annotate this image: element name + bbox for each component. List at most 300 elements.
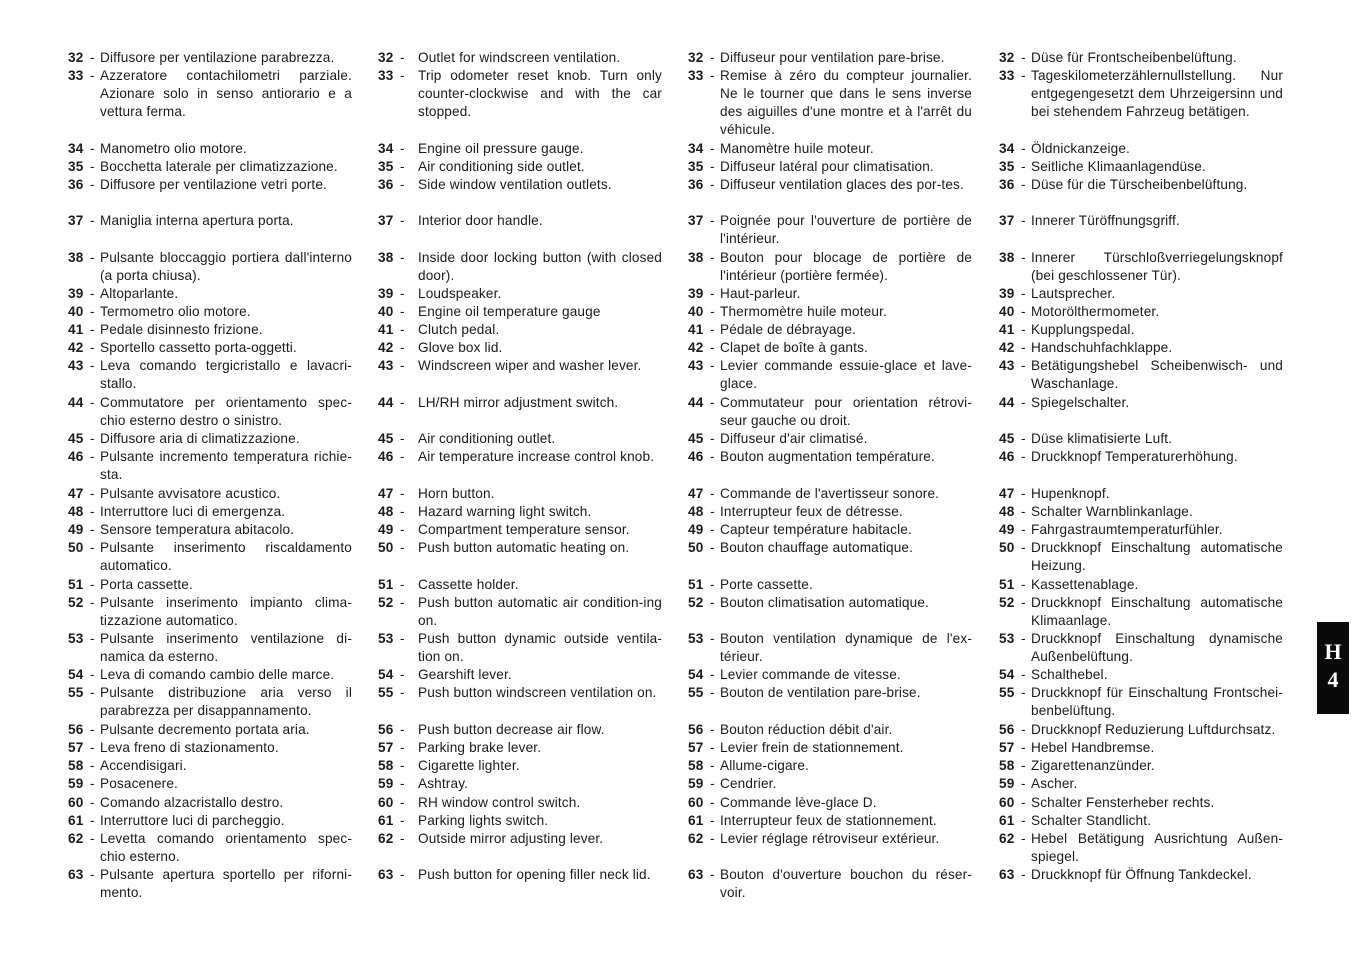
legend-entry-59: 59 - Posacenere. <box>68 775 352 793</box>
entry-text: Air conditioning side outlet. <box>418 159 585 174</box>
legend-entry-39: 39 - Lautsprecher. <box>999 285 1283 303</box>
legend-entry-48: 48 - Interruttore luci di emergenza. <box>68 503 352 521</box>
legend-entry-63: 63 - Bouton d'ouverture bouchon du réser-voir. <box>688 866 972 902</box>
entry-number: 39 <box>68 286 84 301</box>
entry-number: 32 <box>378 50 394 65</box>
entry-text: Pulsante inserimento riscaldamento automatico. <box>100 540 352 574</box>
entry-number: 54 <box>999 667 1015 682</box>
entry-number: 45 <box>999 431 1015 446</box>
entry-number: 55 <box>68 685 84 700</box>
entry-number: 34 <box>999 141 1015 156</box>
legend-entry-33: 33 - Tageskilometerzählernullstellung. Nur entgegengesetzt dem Uhrzeigersinn und bei stehendem Fahrzeug betätigen. <box>999 67 1283 121</box>
legend-entry-33: 33 - Azzeratore contachilometri parziale. Azionare solo in senso antiorario e a vettura ferma. <box>68 67 352 121</box>
entry-text: Comando alzacristallo destro. <box>100 795 284 810</box>
entry-text: Öldnickanzeige. <box>1031 141 1130 156</box>
entry-number: 51 <box>378 577 394 592</box>
legend-entry-57: 57 - Parking brake lever. <box>378 739 662 757</box>
entry-number: 41 <box>688 322 704 337</box>
legend-entry-38: 38 - Innerer Türschloßverriegelungsknopf (bei geschlossener Tür). <box>999 249 1283 285</box>
entry-text: Horn button. <box>418 486 495 501</box>
entry-text: Pulsante inserimento ventilazione di-namica da esterno. <box>100 631 352 665</box>
legend-entry-49: 49 - Sensore temperatura abitacolo. <box>68 521 352 539</box>
entry-number: 63 <box>999 867 1015 882</box>
entry-number: 35 <box>68 159 84 174</box>
legend-entry-61: 61 - Schalter Standlicht. <box>999 812 1283 830</box>
legend-entry-45: 45 - Düse klimatisierte Luft. <box>999 430 1283 448</box>
entry-number: 47 <box>68 486 84 501</box>
legend-entry-63: 63 - Pulsante apertura sportello per riforni-mento. <box>68 866 352 902</box>
legend-entry-52: 52 - Bouton climatisation automatique. <box>688 594 972 612</box>
legend-entry-37: 37 - Interior door handle. <box>378 212 662 230</box>
legend-entry-55: 55 - Druckknopf für Einschaltung Frontschei-benbelüftung. <box>999 684 1283 720</box>
legend-entry-51: 51 - Porte cassette. <box>688 576 972 594</box>
entry-text: Diffuseur ventilation glaces des por-tes. <box>720 177 964 192</box>
entry-text: Bouton pour blocage de portière de l'intérieur (portière fermée). <box>720 250 972 284</box>
legend-entry-51: 51 - Kassettenablage. <box>999 576 1283 594</box>
entry-text: Porte cassette. <box>720 577 813 592</box>
entry-text: Levetta comando orientamento spec-chio esterno. <box>100 831 352 865</box>
entry-number: 63 <box>68 867 84 882</box>
entry-text: Druckknopf Temperaturerhöhung. <box>1031 449 1238 464</box>
legend-entry-47: 47 - Horn button. <box>378 485 662 503</box>
entry-text: Push button decrease air flow. <box>418 722 605 737</box>
entry-number: 53 <box>378 631 394 646</box>
entry-number: 57 <box>999 740 1015 755</box>
legend-entry-35: 35 - Air conditioning side outlet. <box>378 158 662 176</box>
entry-number: 46 <box>68 449 84 464</box>
entry-number: 33 <box>378 68 394 83</box>
entry-number: 33 <box>999 68 1015 83</box>
entry-number: 43 <box>68 358 84 373</box>
legend-entry-60: 60 - RH window control switch. <box>378 794 662 812</box>
entry-number: 44 <box>68 395 84 410</box>
entry-text: Trip odometer reset knob. Turn only counter-clockwise and with the car stopped. <box>418 68 662 120</box>
legend-entry-45: 45 - Diffusore aria di climatizzazione. <box>68 430 352 448</box>
legend-entry-48: 48 - Schalter Warnblinkanlage. <box>999 503 1283 521</box>
legend-entry-56: 56 - Push button decrease air flow. <box>378 721 662 739</box>
legend-entry-36: 36 - Diffuseur ventilation glaces des por-tes. <box>688 176 972 194</box>
entry-number: 58 <box>378 758 394 773</box>
entry-number: 57 <box>688 740 704 755</box>
legend-entry-52: 52 - Druckknopf Einschaltung automatische Klimaanlage. <box>999 594 1283 630</box>
legend-entry-62: 62 - Levier réglage rétroviseur extérieur. <box>688 830 972 848</box>
entry-number: 43 <box>688 358 704 373</box>
legend-entry-35: 35 - Seitliche Klimaanlagendüse. <box>999 158 1283 176</box>
legend-entry-49: 49 - Fahrgastraumtemperaturfühler. <box>999 521 1283 539</box>
entry-number: 55 <box>378 685 394 700</box>
entry-text: Bouton augmentation température. <box>720 449 935 464</box>
entry-number: 47 <box>378 486 394 501</box>
entry-number: 38 <box>68 250 84 265</box>
entry-text: Fahrgastraumtemperaturfühler. <box>1031 522 1223 537</box>
entry-text: Betätigungshebel Scheibenwisch- und Waschanlage. <box>1031 358 1283 392</box>
entry-number: 42 <box>378 340 394 355</box>
entry-text: Interruttore luci di emergenza. <box>100 504 286 519</box>
entry-text: Windscreen wiper and washer lever. <box>418 358 642 373</box>
legend-entry-46: 46 - Pulsante incremento temperatura richie-sta. <box>68 448 352 484</box>
entry-number: 58 <box>68 758 84 773</box>
entry-number: 52 <box>378 595 394 610</box>
legend-entry-58: 58 - Accendisigari. <box>68 757 352 775</box>
legend-entry-41: 41 - Pédale de débrayage. <box>688 321 972 339</box>
entry-text: Düse für Frontscheibenbelüftung. <box>1031 50 1237 65</box>
legend-entry-52: 52 - Push button automatic air condition-ing on. <box>378 594 662 630</box>
entry-number: 33 <box>68 68 84 83</box>
entry-number: 56 <box>378 722 394 737</box>
entry-text: Schalter Warnblinkanlage. <box>1031 504 1193 519</box>
entry-number: 35 <box>688 159 704 174</box>
entry-number: 37 <box>999 213 1015 228</box>
entry-text: Outside mirror adjusting lever. <box>418 831 604 846</box>
entry-number: 46 <box>378 449 394 464</box>
entry-text: Schalter Standlicht. <box>1031 813 1152 828</box>
entry-text: Posacenere. <box>100 776 178 791</box>
entry-number: 36 <box>999 177 1015 192</box>
entry-text: Bouton climatisation automatique. <box>720 595 929 610</box>
entry-text: Interruttore luci di parcheggio. <box>100 813 285 828</box>
entry-number: 35 <box>999 159 1015 174</box>
entry-number: 40 <box>688 304 704 319</box>
entry-text: Compartment temperature sensor. <box>418 522 630 537</box>
entry-text: Engine oil temperature gauge <box>418 304 601 319</box>
entry-number: 39 <box>999 286 1015 301</box>
entry-number: 42 <box>999 340 1015 355</box>
entry-number: 32 <box>688 50 704 65</box>
entry-text: Pulsante inserimento impianto clima-tizzazione automatico. <box>100 595 352 629</box>
entry-number: 49 <box>688 522 704 537</box>
entry-text: Schalter Fensterheber rechts. <box>1031 795 1215 810</box>
entry-text: Porta cassette. <box>100 577 193 592</box>
legend-entry-45: 45 - Diffuseur d'air climatisé. <box>688 430 972 448</box>
entry-text: Commande lève-glace D. <box>720 795 877 810</box>
entry-number: 38 <box>378 250 394 265</box>
legend-entry-52: 52 - Pulsante inserimento impianto clima-tizzazione automatico. <box>68 594 352 630</box>
entry-text: Hupenknopf. <box>1031 486 1110 501</box>
entry-number: 35 <box>378 159 394 174</box>
entry-number: 49 <box>378 522 394 537</box>
entry-text: Diffusore per ventilazione vetri porte. <box>100 177 327 192</box>
entry-text: Parking lights switch. <box>418 813 549 828</box>
entry-text: Schalthebel. <box>1031 667 1108 682</box>
entry-text: Remise à zéro du compteur journalier. Ne le tourner que dans le sens inverse des aiguilles d'une montre et à l'arrêt du véhicule. <box>720 68 972 138</box>
entry-text: Thermomètre huile moteur. <box>720 304 887 319</box>
legend-entry-37: 37 - Innerer Türöffnungsgriff. <box>999 212 1283 230</box>
legend-entry-44: 44 - Spiegelschalter. <box>999 394 1283 412</box>
entry-text: Cassette holder. <box>418 577 519 592</box>
entry-number: 49 <box>68 522 84 537</box>
legend-entry-57: 57 - Hebel Handbremse. <box>999 739 1283 757</box>
entry-text: Gearshift lever. <box>418 667 512 682</box>
entry-number: 63 <box>378 867 394 882</box>
entry-text: Commutateur pour orientation rétrovi-seur gauche ou droit. <box>720 395 972 429</box>
legend-entry-40: 40 - Motorölthermometer. <box>999 303 1283 321</box>
legend-entry-50: 50 - Bouton chauffage automatique. <box>688 539 972 557</box>
entry-number: 48 <box>688 504 704 519</box>
legend-entry-41: 41 - Clutch pedal. <box>378 321 662 339</box>
entry-number: 34 <box>378 141 394 156</box>
entry-number: 56 <box>688 722 704 737</box>
entry-text: Haut-parleur. <box>720 286 801 301</box>
entry-text: Pulsante apertura sportello per riforni-mento. <box>100 867 352 901</box>
entry-text: Sportello cassetto porta-oggetti. <box>100 340 297 355</box>
legend-entry-51: 51 - Cassette holder. <box>378 576 662 594</box>
legend-entry-46: 46 - Air temperature increase control knob. <box>378 448 662 466</box>
entry-number: 50 <box>68 540 84 555</box>
entry-text: Bouton chauffage automatique. <box>720 540 914 555</box>
entry-text: Pulsante avvisatore acustico. <box>100 486 281 501</box>
entry-number: 61 <box>688 813 704 828</box>
entry-number: 32 <box>68 50 84 65</box>
legend-entry-48: 48 - Hazard warning light switch. <box>378 503 662 521</box>
legend-entry-37: 37 - Poignée pour l'ouverture de portière de l'intérieur. <box>688 212 972 248</box>
legend-entry-33: 33 - Remise à zéro du compteur journalier. Ne le tourner que dans le sens inverse des aiguilles d'une montre et à l'arrêt du véhicule. <box>688 67 972 139</box>
entry-text: Diffuseur latéral pour climatisation. <box>720 159 934 174</box>
entry-text: Azzeratore contachilometri parziale. Azionare solo in senso antiorario e a vettura ferma. <box>100 68 352 120</box>
legend-entry-36: 36 - Diffusore per ventilazione vetri porte. <box>68 176 352 194</box>
entry-text: Motorölthermometer. <box>1031 304 1160 319</box>
entry-text: Levier commande de vitesse. <box>720 667 901 682</box>
entry-number: 59 <box>68 776 84 791</box>
entry-text: Interrupteur feux de stationnement. <box>720 813 937 828</box>
entry-number: 62 <box>378 831 394 846</box>
entry-number: 33 <box>688 68 704 83</box>
legend-entry-47: 47 - Pulsante avvisatore acustico. <box>68 485 352 503</box>
entry-number: 58 <box>688 758 704 773</box>
entry-text: Sensore temperatura abitacolo. <box>100 522 295 537</box>
legend-entry-33: 33 - Trip odometer reset knob. Turn only counter-clockwise and with the car stopped. <box>378 67 662 121</box>
legend-entry-54: 54 - Levier commande de vitesse. <box>688 666 972 684</box>
legend-entry-35: 35 - Bocchetta laterale per climatizzazione. <box>68 158 352 176</box>
entry-text: Push button for opening filler neck lid. <box>418 867 651 882</box>
entry-number: 41 <box>378 322 394 337</box>
legend-entry-63: 63 - Druckknopf für Öffnung Tankdeckel. <box>999 866 1283 884</box>
entry-number: 37 <box>378 213 394 228</box>
entry-number: 46 <box>999 449 1015 464</box>
entry-text: Air temperature increase control knob. <box>418 449 655 464</box>
entry-number: 40 <box>68 304 84 319</box>
entry-number: 48 <box>68 504 84 519</box>
entry-text: Push button automatic heating on. <box>418 540 630 555</box>
section-tab <box>1317 622 1349 714</box>
legend-entry-56: 56 - Bouton réduction débit d'air. <box>688 721 972 739</box>
entry-number: 57 <box>378 740 394 755</box>
legend-entry-43: 43 - Leva comando tergicristallo e lavacri-stallo. <box>68 357 352 393</box>
entry-number: 56 <box>68 722 84 737</box>
legend-entry-59: 59 - Ashtray. <box>378 775 662 793</box>
entry-text: Allume-cigare. <box>720 758 809 773</box>
entry-text: Hazard warning light switch. <box>418 504 592 519</box>
entry-text: Clapet de boîte à gants. <box>720 340 868 355</box>
entry-text: Pulsante bloccaggio portiera dall'interno (a porta chiusa). <box>100 250 352 284</box>
entry-number: 62 <box>999 831 1015 846</box>
entry-number: 38 <box>999 250 1015 265</box>
entry-number: 60 <box>688 795 704 810</box>
entry-number: 63 <box>688 867 704 882</box>
legend-entry-59: 59 - Cendrier. <box>688 775 972 793</box>
legend-entry-42: 42 - Clapet de boîte à gants. <box>688 339 972 357</box>
entry-number: 52 <box>688 595 704 610</box>
entry-text: Bouton ventilation dynamique de l'ex-térieur. <box>720 631 972 665</box>
entry-number: 61 <box>68 813 84 828</box>
legend-entry-43: 43 - Betätigungshebel Scheibenwisch- und Waschanlage. <box>999 357 1283 393</box>
entry-number: 32 <box>999 50 1015 65</box>
entry-number: 55 <box>688 685 704 700</box>
entry-text: Outlet for windscreen ventilation. <box>418 50 621 65</box>
entry-text: Diffuseur pour ventilation pare-brise. <box>720 50 945 65</box>
entry-number: 47 <box>688 486 704 501</box>
legend-entry-42: 42 - Glove box lid. <box>378 339 662 357</box>
entry-number: 47 <box>999 486 1015 501</box>
legend-entry-32: 32 - Düse für Frontscheibenbelüftung. <box>999 49 1283 67</box>
entry-text: Accendisigari. <box>100 758 187 773</box>
legend-entry-38: 38 - Inside door locking button (with closed door). <box>378 249 662 285</box>
entry-number: 45 <box>378 431 394 446</box>
legend-entry-35: 35 - Diffuseur latéral pour climatisation. <box>688 158 972 176</box>
legend-entry-44: 44 - Commutateur pour orientation rétrovi-seur gauche ou droit. <box>688 394 972 430</box>
entry-number: 42 <box>688 340 704 355</box>
entry-number: 60 <box>378 795 394 810</box>
section-tab-letter: H <box>1324 639 1342 664</box>
entry-text: Druckknopf für Einschaltung Frontschei-benbelüftung. <box>1031 685 1283 719</box>
entry-text: Inside door locking button (with closed door). <box>418 250 662 284</box>
entry-number: 51 <box>688 577 704 592</box>
entry-text: Push button windscreen ventilation on. <box>418 685 657 700</box>
entry-text: Diffusore aria di climatizzazione. <box>100 431 300 446</box>
legend-entry-58: 58 - Allume-cigare. <box>688 757 972 775</box>
entry-text: LH/RH mirror adjustment switch. <box>418 395 619 410</box>
legend-entry-37: 37 - Maniglia interna apertura porta. <box>68 212 352 230</box>
entry-number: 50 <box>378 540 394 555</box>
legend-entry-61: 61 - Interrupteur feux de stationnement. <box>688 812 972 830</box>
entry-number: 42 <box>68 340 84 355</box>
legend-entry-32: 32 - Outlet for windscreen ventilation. <box>378 49 662 67</box>
entry-number: 61 <box>999 813 1015 828</box>
legend-entry-49: 49 - Capteur température habitacle. <box>688 521 972 539</box>
entry-text: Levier frein de stationnement. <box>720 740 904 755</box>
entry-number: 56 <box>999 722 1015 737</box>
entry-number: 38 <box>688 250 704 265</box>
entry-number: 58 <box>999 758 1015 773</box>
entry-text: Commande de l'avertisseur sonore. <box>720 486 940 501</box>
legend-entry-48: 48 - Interrupteur feux de détresse. <box>688 503 972 521</box>
entry-number: 36 <box>378 177 394 192</box>
entry-number: 46 <box>688 449 704 464</box>
entry-text: Tageskilometerzählernullstellung. Nur entgegengesetzt dem Uhrzeigersinn und bei stehendem Fahrzeug betätigen. <box>1031 68 1283 120</box>
entry-text: Levier réglage rétroviseur extérieur. <box>720 831 940 846</box>
legend-entry-58: 58 - Cigarette lighter. <box>378 757 662 775</box>
legend-entry-57: 57 - Leva freno di stazionamento. <box>68 739 352 757</box>
legend-entry-39: 39 - Haut-parleur. <box>688 285 972 303</box>
entry-number: 34 <box>68 141 84 156</box>
legend-entry-32: 32 - Diffusore per ventilazione parabrezza. <box>68 49 352 67</box>
entry-number: 37 <box>688 213 704 228</box>
legend-entry-34: 34 - Manomètre huile moteur. <box>688 140 972 158</box>
entry-number: 54 <box>378 667 394 682</box>
legend-entry-39: 39 - Loudspeaker. <box>378 285 662 303</box>
entry-text: Capteur température habitacle. <box>720 522 912 537</box>
entry-text: Kassettenablage. <box>1031 577 1139 592</box>
entry-text: Druckknopf Reduzierung Luftdurchsatz. <box>1031 722 1276 737</box>
entry-text: Spiegelschalter. <box>1031 395 1130 410</box>
entry-text: Glove box lid. <box>418 340 503 355</box>
entry-number: 41 <box>68 322 84 337</box>
legend-entry-36: 36 - Düse für die Türscheibenbelüftung. <box>999 176 1283 194</box>
entry-number: 53 <box>68 631 84 646</box>
entry-text: RH window control switch. <box>418 795 581 810</box>
entry-text: Parking brake lever. <box>418 740 542 755</box>
legend-entry-39: 39 - Altoparlante. <box>68 285 352 303</box>
entry-number: 55 <box>999 685 1015 700</box>
entry-number: 61 <box>378 813 394 828</box>
legend-entry-50: 50 - Push button automatic heating on. <box>378 539 662 557</box>
legend-entry-58: 58 - Zigarettenanzünder. <box>999 757 1283 775</box>
legend-entry-46: 46 - Druckknopf Temperaturerhöhung. <box>999 448 1283 466</box>
entry-text: Leva comando tergicristallo e lavacri-stallo. <box>100 358 352 392</box>
entry-number: 45 <box>68 431 84 446</box>
entry-text: Loudspeaker. <box>418 286 502 301</box>
entry-text: Poignée pour l'ouverture de portière de l'intérieur. <box>720 213 972 247</box>
entry-text: Interrupteur feux de détresse. <box>720 504 903 519</box>
entry-text: Hebel Handbremse. <box>1031 740 1155 755</box>
legend-entry-54: 54 - Schalthebel. <box>999 666 1283 684</box>
entry-number: 62 <box>688 831 704 846</box>
entry-number: 54 <box>688 667 704 682</box>
entry-number: 49 <box>999 522 1015 537</box>
entry-text: Druckknopf Einschaltung automatische Klimaanlage. <box>1031 595 1283 629</box>
legend-entry-44: 44 - LH/RH mirror adjustment switch. <box>378 394 662 412</box>
legend-entry-49: 49 - Compartment temperature sensor. <box>378 521 662 539</box>
entry-text: Kupplungspedal. <box>1031 322 1135 337</box>
legend-entry-62: 62 - Hebel Betätigung Ausrichtung Außen-spiegel. <box>999 830 1283 866</box>
entry-text: Bouton d'ouverture bouchon du réser-voir. <box>720 867 972 901</box>
entry-number: 37 <box>68 213 84 228</box>
entry-number: 36 <box>68 177 84 192</box>
legend-entry-59: 59 - Ascher. <box>999 775 1283 793</box>
entry-text: Hebel Betätigung Ausrichtung Außen-spiegel. <box>1031 831 1283 865</box>
legend-entry-54: 54 - Gearshift lever. <box>378 666 662 684</box>
entry-number: 44 <box>999 395 1015 410</box>
entry-text: Cendrier. <box>720 776 777 791</box>
legend-entry-55: 55 - Pulsante distribuzione aria verso il parabrezza per disappannamento. <box>68 684 352 720</box>
legend-entry-40: 40 - Engine oil temperature gauge <box>378 303 662 321</box>
entry-text: Druckknopf für Öffnung Tankdeckel. <box>1031 867 1252 882</box>
entry-number: 34 <box>688 141 704 156</box>
entry-text: Pédale de débrayage. <box>720 322 857 337</box>
entry-text: Diffusore per ventilazione parabrezza. <box>100 50 335 65</box>
legend-entry-32: 32 - Diffuseur pour ventilation pare-brise. <box>688 49 972 67</box>
legend-entry-56: 56 - Druckknopf Reduzierung Luftdurchsatz. <box>999 721 1283 739</box>
entry-text: Cigarette lighter. <box>418 758 520 773</box>
entry-text: Side window ventilation outlets. <box>418 177 612 192</box>
entry-text: Push button dynamic outside ventila-tion on. <box>418 631 662 665</box>
legend-entry-61: 61 - Parking lights switch. <box>378 812 662 830</box>
legend-entry-34: 34 - Öldnickanzeige. <box>999 140 1283 158</box>
legend-entry-46: 46 - Bouton augmentation température. <box>688 448 972 466</box>
entry-text: Ascher. <box>1031 776 1078 791</box>
legend-entry-40: 40 - Termometro olio motore. <box>68 303 352 321</box>
legend-entry-53: 53 - Bouton ventilation dynamique de l'ex-térieur. <box>688 630 972 666</box>
entry-text: Druckknopf Einschaltung automatische Heizung. <box>1031 540 1283 574</box>
entry-number: 48 <box>378 504 394 519</box>
entry-text: Manometro olio motore. <box>100 141 247 156</box>
entry-text: Engine oil pressure gauge. <box>418 141 584 156</box>
entry-text: Pedale disinnesto frizione. <box>100 322 263 337</box>
entry-text: Termometro olio motore. <box>100 304 251 319</box>
legend-entry-60: 60 - Schalter Fensterheber rechts. <box>999 794 1283 812</box>
legend-entry-53: 53 - Druckknopf Einschaltung dynamische Außenbelüftung. <box>999 630 1283 666</box>
entry-number: 53 <box>688 631 704 646</box>
entry-text: Düse für die Türscheibenbelüftung. <box>1031 177 1248 192</box>
